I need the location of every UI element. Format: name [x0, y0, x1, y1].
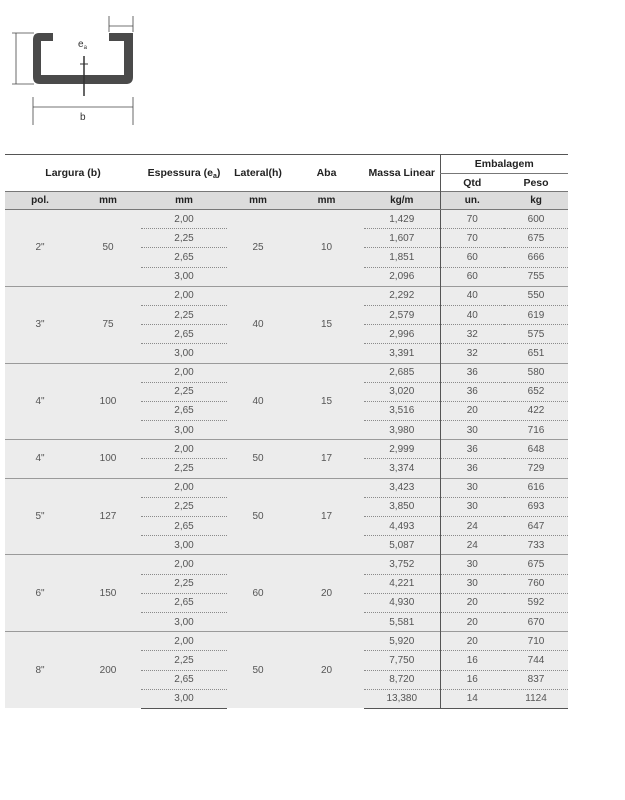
cell-peso: 693	[504, 497, 568, 516]
cell-espessura: 2,00	[141, 632, 227, 651]
cell-espessura: 2,65	[141, 670, 227, 689]
cell-pol: 2"	[5, 210, 75, 287]
cell-massa: 2,999	[364, 440, 440, 459]
cell-lateral: 25	[227, 210, 289, 287]
cell-espessura: 3,00	[141, 344, 227, 363]
cell-qtd: 30	[440, 421, 504, 440]
cell-qtd: 20	[440, 401, 504, 420]
cell-qtd: 36	[440, 459, 504, 478]
cell-qtd: 14	[440, 689, 504, 708]
cell-pol: 5"	[5, 478, 75, 555]
cell-peso: 733	[504, 536, 568, 555]
cell-espessura: 3,00	[141, 536, 227, 555]
cell-peso: 592	[504, 593, 568, 612]
cell-espessura: 2,65	[141, 517, 227, 536]
cell-aba: 20	[289, 632, 364, 709]
cell-massa: 1,851	[364, 248, 440, 267]
cell-peso: 600	[504, 210, 568, 229]
cell-qtd: 32	[440, 325, 504, 344]
unit-un: un.	[440, 192, 504, 210]
header-lateral: Lateral(h)	[227, 155, 289, 192]
cell-espessura: 2,00	[141, 478, 227, 497]
cell-qtd: 40	[440, 286, 504, 305]
table-row	[5, 440, 568, 459]
thickness-label: $e_a$	[78, 39, 87, 51]
cell-qtd: 36	[440, 382, 504, 401]
cell-qtd: 24	[440, 517, 504, 536]
cell-peso: 716	[504, 421, 568, 440]
cell-pol: 4"	[5, 440, 75, 478]
cell-massa: 1,607	[364, 229, 440, 248]
table-row	[5, 363, 568, 382]
cell-aba: 10	[289, 210, 364, 287]
cell-pol: 3"	[5, 286, 75, 363]
cell-massa: 3,374	[364, 459, 440, 478]
cell-peso: 619	[504, 305, 568, 324]
unit-kg: kg	[504, 192, 568, 210]
cell-peso: 675	[504, 555, 568, 574]
cell-massa: 2,996	[364, 325, 440, 344]
cell-aba: 15	[289, 286, 364, 363]
cell-espessura: 2,00	[141, 210, 227, 229]
cell-espessura: 3,00	[141, 612, 227, 631]
unit-aba-mm: mm	[289, 192, 364, 210]
unit-pol: pol.	[5, 192, 75, 210]
cell-massa: 3,850	[364, 497, 440, 516]
cell-espessura: 2,25	[141, 497, 227, 516]
cell-mm: 100	[75, 440, 141, 478]
cell-aba: 17	[289, 478, 364, 555]
table-row	[5, 478, 568, 497]
cell-peso: 675	[504, 229, 568, 248]
cell-massa: 3,391	[364, 344, 440, 363]
header-largura: Largura (b)	[5, 155, 141, 192]
width-label: b	[80, 112, 86, 123]
cell-massa: 3,516	[364, 401, 440, 420]
unit-esp-mm: mm	[141, 192, 227, 210]
cell-lateral: 50	[227, 440, 289, 478]
cell-massa: 3,980	[364, 421, 440, 440]
cell-aba: 17	[289, 440, 364, 478]
cell-mm: 50	[75, 210, 141, 287]
cell-massa: 1,429	[364, 210, 440, 229]
cell-massa: 4,221	[364, 574, 440, 593]
cell-pol: 6"	[5, 555, 75, 632]
cell-espessura: 2,65	[141, 325, 227, 344]
cell-espessura: 2,25	[141, 651, 227, 670]
header-espessura: Espessura $(e_a)$	[141, 155, 227, 192]
cell-massa: 4,493	[364, 517, 440, 536]
cell-massa: 2,579	[364, 305, 440, 324]
cell-qtd: 20	[440, 612, 504, 631]
cell-espessura: 3,00	[141, 267, 227, 286]
c-profile-diagram	[0, 0, 160, 130]
header-massa-linear: Massa Linear	[364, 155, 440, 192]
cell-qtd: 30	[440, 478, 504, 497]
cell-pol: 8"	[5, 632, 75, 709]
cell-peso: 575	[504, 325, 568, 344]
cell-lateral: 60	[227, 555, 289, 632]
cell-peso: 652	[504, 382, 568, 401]
cell-qtd: 20	[440, 632, 504, 651]
cell-espessura: 2,25	[141, 459, 227, 478]
cell-massa: 5,920	[364, 632, 440, 651]
cell-espessura: 3,00	[141, 421, 227, 440]
cell-peso: 755	[504, 267, 568, 286]
cell-peso: 550	[504, 286, 568, 305]
cell-massa: 2,685	[364, 363, 440, 382]
cell-peso: 647	[504, 517, 568, 536]
table-row	[5, 286, 568, 305]
cell-espessura: 2,00	[141, 286, 227, 305]
profile-spec-table	[5, 154, 568, 709]
cell-espessura: 2,00	[141, 555, 227, 574]
cell-lateral: 40	[227, 363, 289, 440]
cell-peso: 651	[504, 344, 568, 363]
cell-mm: 100	[75, 363, 141, 440]
cell-peso: 760	[504, 574, 568, 593]
cell-espessura: 2,00	[141, 363, 227, 382]
cell-massa: 3,752	[364, 555, 440, 574]
cell-peso: 580	[504, 363, 568, 382]
cell-qtd: 30	[440, 574, 504, 593]
cell-qtd: 16	[440, 670, 504, 689]
units-row	[5, 192, 568, 210]
header-embalagem: Embalagem	[440, 155, 568, 174]
cell-qtd: 16	[440, 651, 504, 670]
cell-peso: 666	[504, 248, 568, 267]
table-row	[5, 210, 568, 229]
cell-peso: 729	[504, 459, 568, 478]
cell-espessura: 2,25	[141, 229, 227, 248]
cell-massa: 3,020	[364, 382, 440, 401]
cell-massa: 3,423	[364, 478, 440, 497]
cell-espessura: 2,65	[141, 593, 227, 612]
cell-qtd: 32	[440, 344, 504, 363]
cell-peso: 422	[504, 401, 568, 420]
unit-kgm: kg/m	[364, 192, 440, 210]
cell-aba: 20	[289, 555, 364, 632]
cell-mm: 127	[75, 478, 141, 555]
cell-mm: 200	[75, 632, 141, 709]
cell-massa: 7,750	[364, 651, 440, 670]
cell-peso: 670	[504, 612, 568, 631]
cell-qtd: 70	[440, 210, 504, 229]
table-body	[5, 210, 568, 709]
cell-qtd: 60	[440, 248, 504, 267]
cell-peso: 710	[504, 632, 568, 651]
cell-lateral: 50	[227, 632, 289, 709]
cell-massa: 5,087	[364, 536, 440, 555]
cell-massa: 5,581	[364, 612, 440, 631]
cell-peso: 837	[504, 670, 568, 689]
unit-mm: mm	[75, 192, 141, 210]
cell-espessura: 2,25	[141, 574, 227, 593]
unit-lateral-mm: mm	[227, 192, 289, 210]
cell-qtd: 70	[440, 229, 504, 248]
cell-espessura: 3,00	[141, 689, 227, 708]
cell-peso: 1124	[504, 689, 568, 708]
cell-lateral: 50	[227, 478, 289, 555]
cell-espessura: 2,65	[141, 248, 227, 267]
cell-massa: 13,380	[364, 689, 440, 708]
cell-mm: 150	[75, 555, 141, 632]
cell-qtd: 36	[440, 363, 504, 382]
cell-qtd: 20	[440, 593, 504, 612]
cell-massa: 2,292	[364, 286, 440, 305]
cell-peso: 616	[504, 478, 568, 497]
cell-espessura: 2,00	[141, 440, 227, 459]
cell-massa: 8,720	[364, 670, 440, 689]
cell-qtd: 36	[440, 440, 504, 459]
header-aba: Aba	[289, 155, 364, 192]
table-row	[5, 555, 568, 574]
cell-qtd: 30	[440, 555, 504, 574]
cell-qtd: 30	[440, 497, 504, 516]
table-row	[5, 632, 568, 651]
cell-massa: 4,930	[364, 593, 440, 612]
cell-espessura: 2,65	[141, 401, 227, 420]
cell-peso: 648	[504, 440, 568, 459]
header-peso: Peso	[523, 176, 549, 189]
cell-pol: 4"	[5, 363, 75, 440]
cell-espessura: 2,25	[141, 305, 227, 324]
cell-aba: 15	[289, 363, 364, 440]
cell-peso: 744	[504, 651, 568, 670]
cell-qtd: 60	[440, 267, 504, 286]
cell-lateral: 40	[227, 286, 289, 363]
cell-qtd: 24	[440, 536, 504, 555]
header-qtd: Qtd	[440, 174, 504, 192]
cell-massa: 2,096	[364, 267, 440, 286]
cell-mm: 75	[75, 286, 141, 363]
cell-espessura: 2,25	[141, 382, 227, 401]
cell-qtd: 40	[440, 305, 504, 324]
